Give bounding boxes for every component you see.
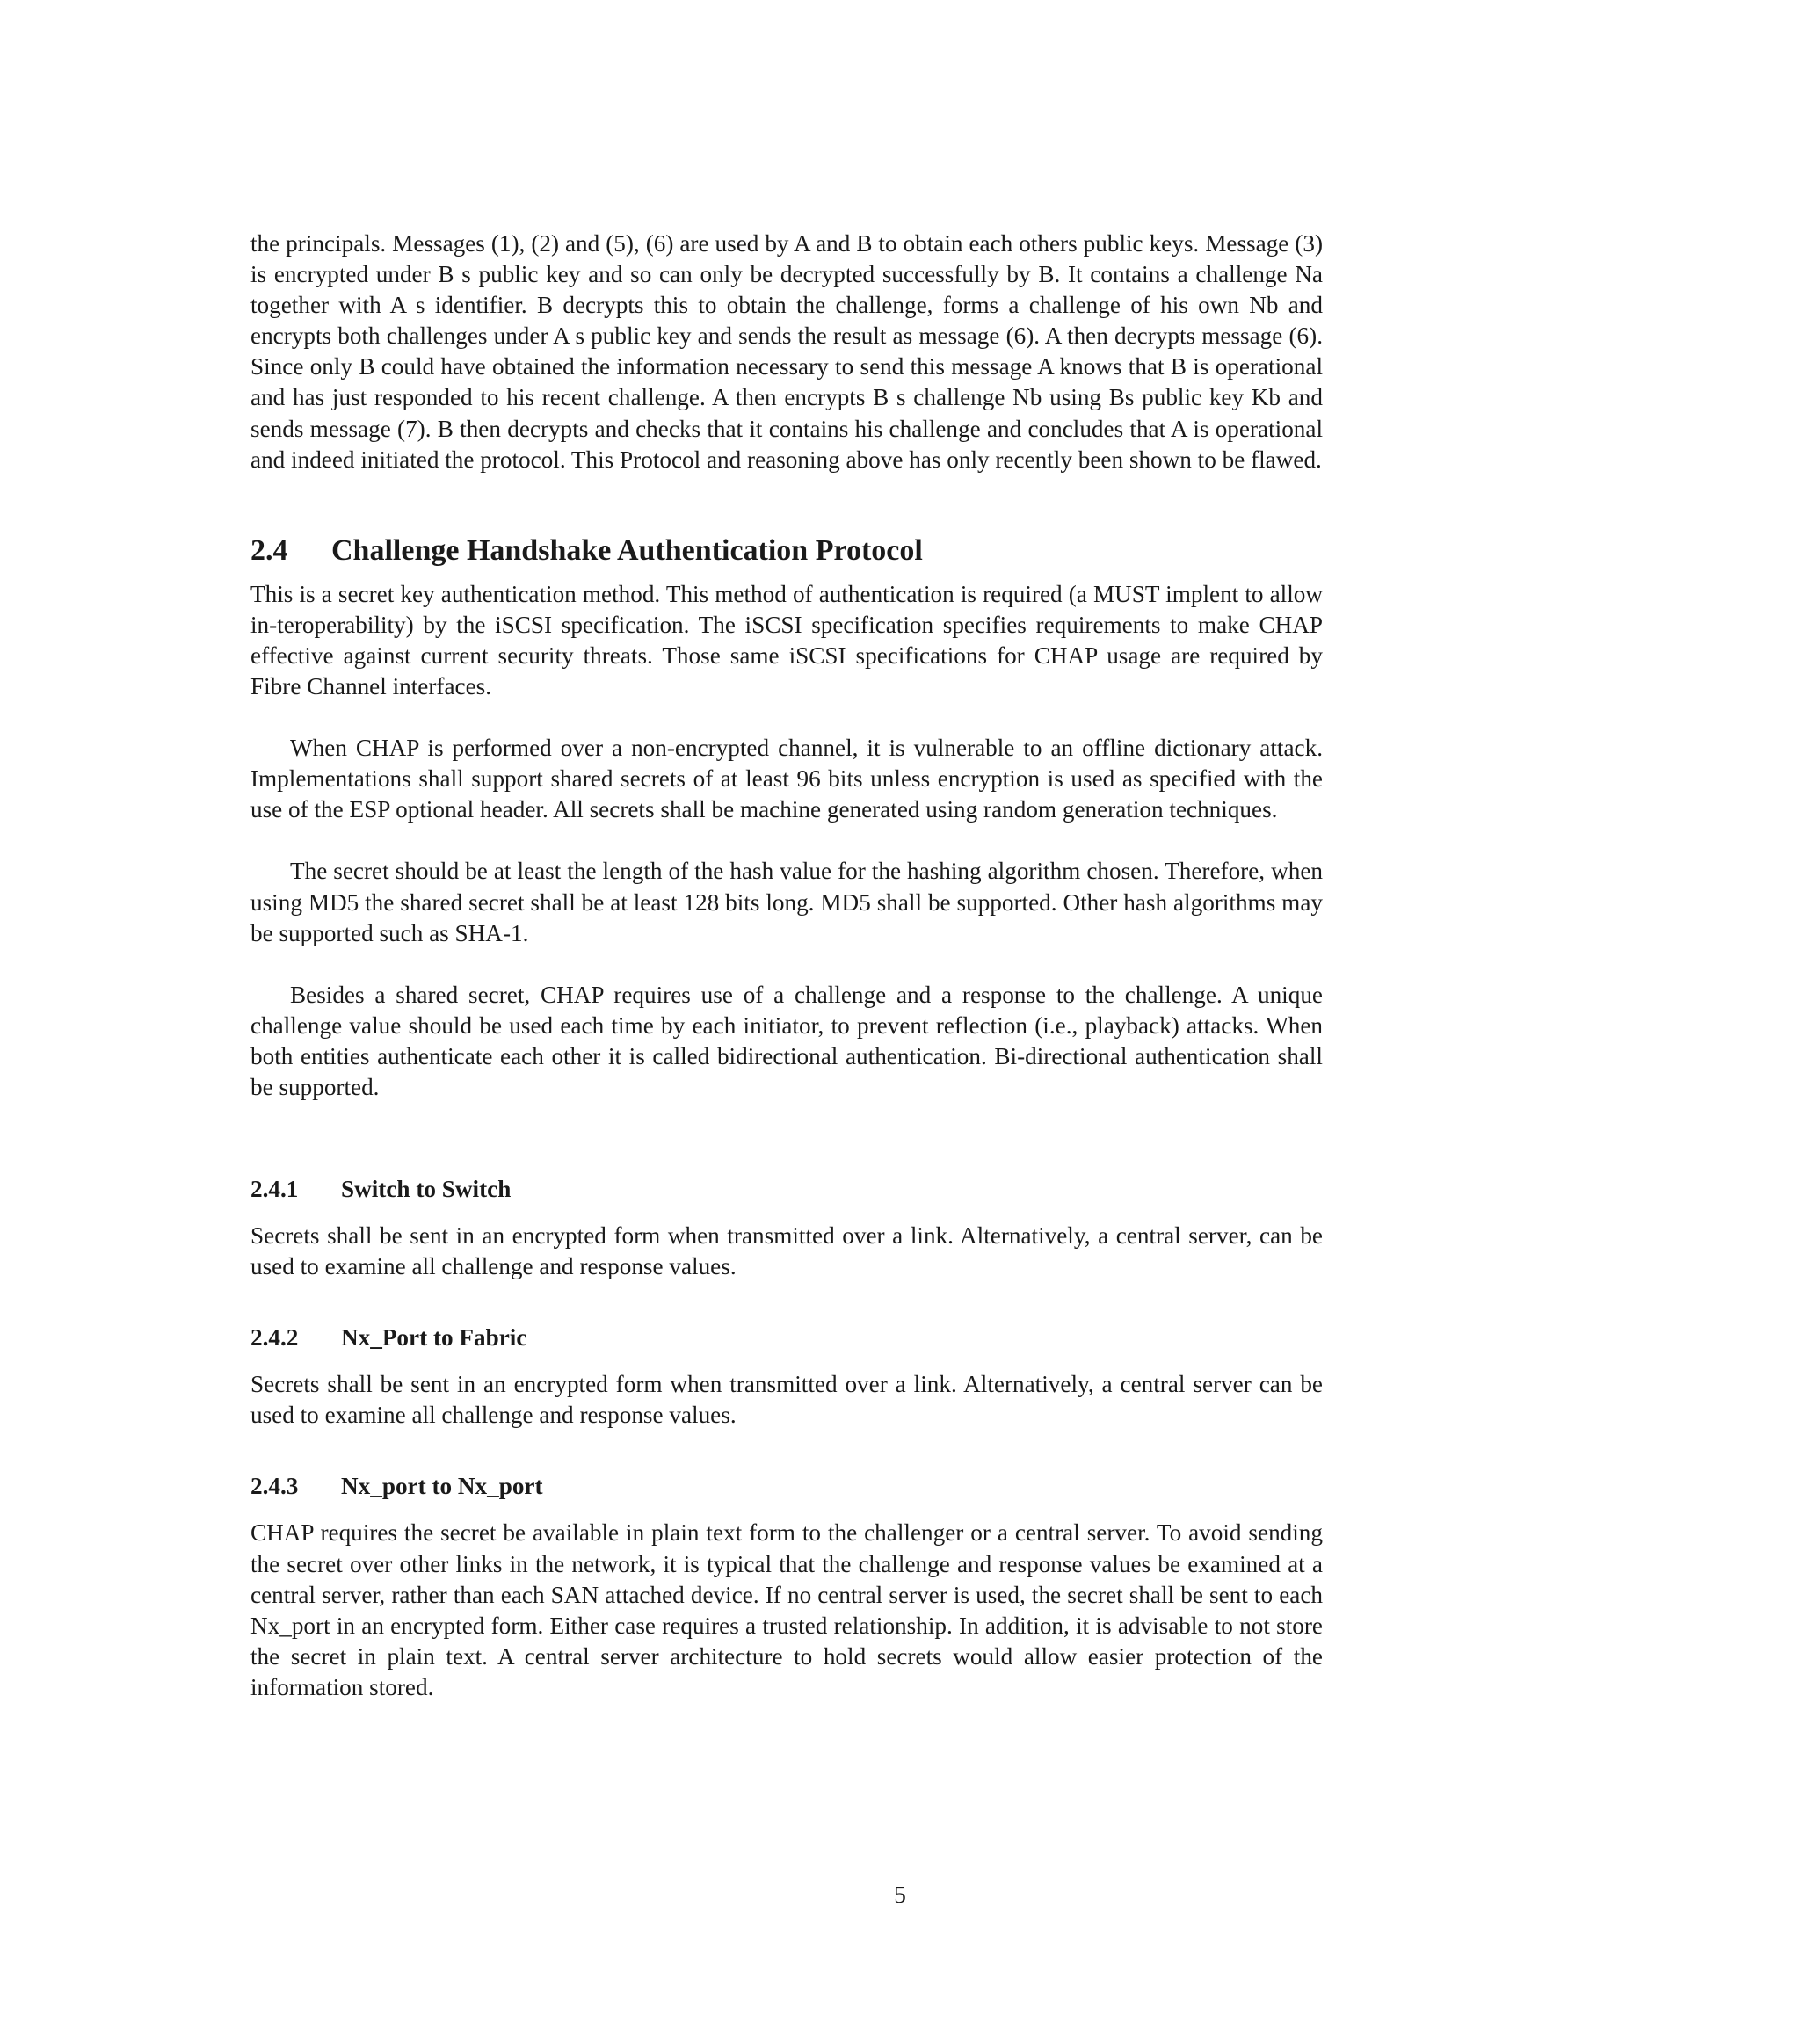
spacer [250,1502,1323,1518]
section-number: 2.4 [250,533,288,567]
subsection-title: Switch to Switch [341,1176,512,1203]
spacer [250,825,1323,856]
section-2-4-paragraph-3: The secret should be at least the length of the hash value for the hashing algorithm chosen. Therefore, when using MD5 the shared secret shall be at least 128 bits long. MD5 shall be supported. Other hash algorithms may be supported such as SHA-1. [250,858,1323,946]
page-content [250,228,1323,1703]
spacer [250,1353,1323,1369]
spacer [250,949,1323,980]
subsection-2-4-2-paragraph: Secrets shall be sent in an encrypted form when transmitted over a link. Alternatively, a central server can be used to examine all challenge and response values. [250,1371,1323,1429]
subsection-title: Nx_port to Nx_port [341,1473,543,1500]
spacer [250,569,1323,579]
section-heading-2-4 [250,533,1323,569]
intro-paragraph: the principals. Messages (1), (2) and (5), (6) are used by A and B to obtain each others public keys. Message (3) is encrypted under B s public key and so can only be decrypted successfully by B. It contains a challenge Na together with A s identifier. B decrypts this to obtain the challenge, forms a challenge of his own Nb and encrypts both challenges under A s public key and sends the result as message (6). A then decrypts message (6). Since only B could have obtained the information necessary to send this message A knows that B is operational and has just responded to his recent challenge. A then encrypts B s challenge Nb using Bs public key Kb and sends message (7). B then decrypts and checks that it contains his challenge and concludes that A is operational and indeed initiated the protocol. This Protocol and reasoning above has only recently been shown to be flawed. [250,230,1323,473]
subsection-heading-2-4-2 [250,1323,1323,1353]
subsection-number: 2.4.3 [250,1473,299,1500]
spacer [250,1282,1323,1323]
page-number: 5 [894,1881,906,1908]
spacer [250,1103,1323,1174]
subsection-number: 2.4.1 [250,1176,299,1203]
spacer [250,1205,1323,1221]
subsection-heading-2-4-1 [250,1174,1323,1205]
section-2-4-paragraph-1: This is a secret key authentication method. This method of authentication is required (a MUST implent to allow in-teroperability) by the iSCSI specification. The iSCSI specification specifies requirements to make CHAP effective against current security threats. Those same iSCSI specifications for CHAP usage are required by Fibre Channel interfaces. [250,580,1323,700]
spacer [250,475,1323,533]
spacer [250,702,1323,733]
spacer [250,1431,1323,1471]
subsection-title: Nx_Port to Fabric [341,1324,527,1352]
subsection-number: 2.4.2 [250,1324,299,1352]
section-2-4-paragraph-4: Besides a shared secret, CHAP requires use of a challenge and a response to the challenge. A unique challenge value should be used each time by each initiator, to prevent reflection (i.e., playback) attacks. When both entities authenticate each other it is called bidirectional authentication. Bi-directional authentication shall be supported. [250,981,1323,1100]
section-title: Challenge Handshake Authentication Protocol [331,533,923,567]
section-2-4-paragraph-2: When CHAP is performed over a non-encrypted channel, it is vulnerable to an offline dictionary attack. Implementations shall support shared secrets of at least 96 bits unless encryption is used as specified with the use of the ESP optional header. All secrets shall be machine generated using random generation techniques. [250,735,1323,823]
subsection-2-4-1-paragraph: Secrets shall be sent in an encrypted form when transmitted over a link. Alternatively, a central server, can be used to examine all challenge and response values. [250,1222,1323,1280]
subsection-heading-2-4-3 [250,1471,1323,1502]
subsection-2-4-3-paragraph: CHAP requires the secret be available in plain text form to the challenger or a central server. To avoid sending the secret over other links in the network, it is typical that the challenge and response values be examined at a central server, rather than each SAN attached device. If no central server is used, the secret shall be sent to each Nx_port in an encrypted form. Either case requires a trusted relationship. In addition, it is advisable to not store the secret in plain text. A central server architecture to hold secrets would allow easier protection of the information stored. [250,1519,1323,1700]
